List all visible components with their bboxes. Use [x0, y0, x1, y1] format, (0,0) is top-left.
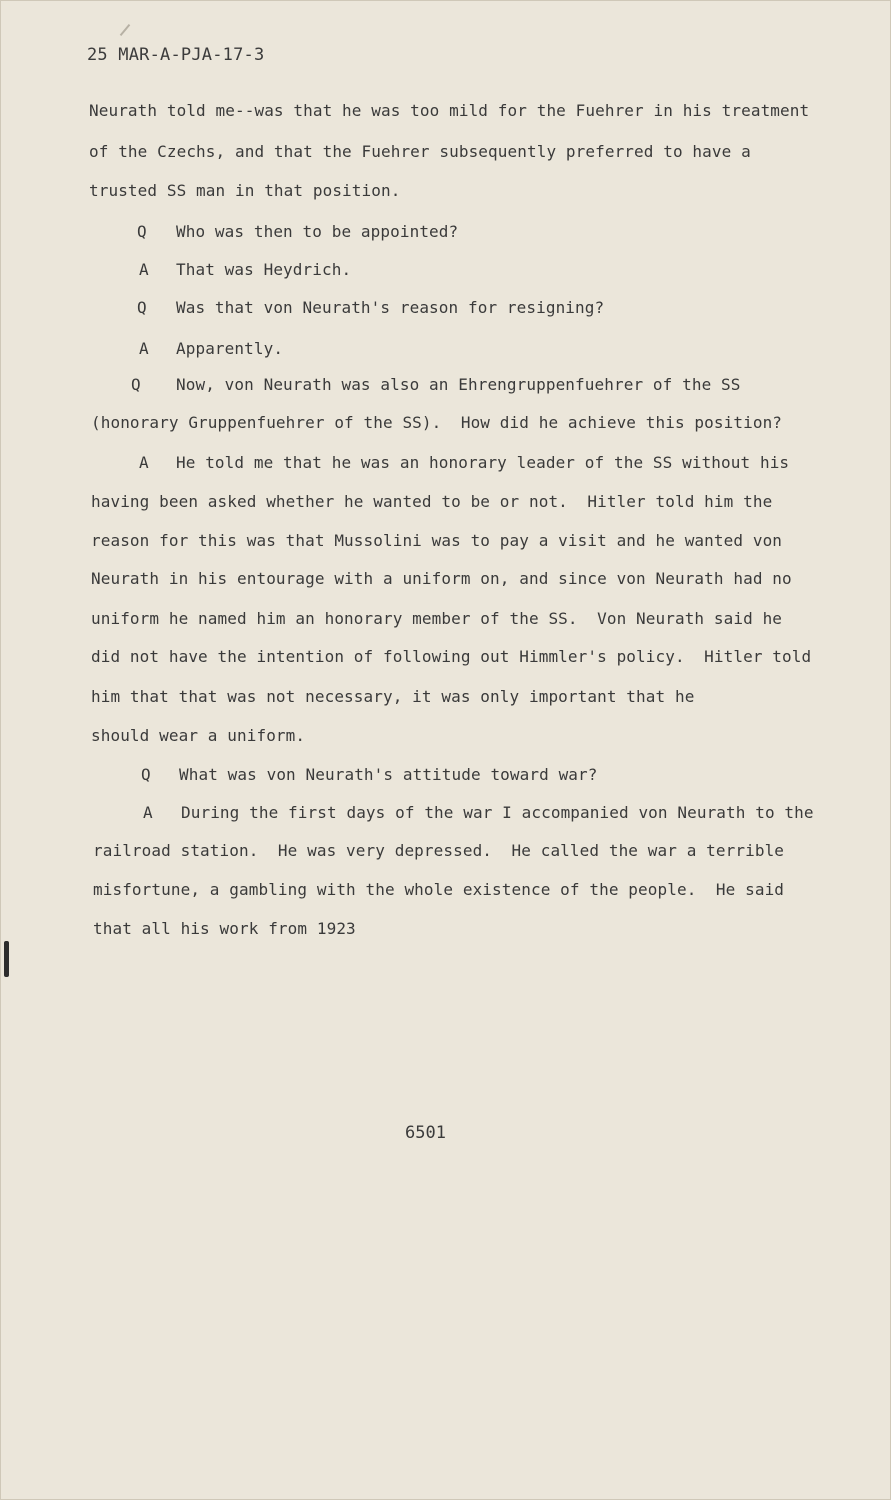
answer-line: During the first days of the war I accompanied von Neurath to the — [181, 803, 814, 822]
answer-line: He told me that he was an honorary leader of the SS without his — [176, 453, 790, 472]
speaker-label-a: A — [139, 260, 149, 279]
speaker-label-a: A — [143, 803, 153, 822]
text-line: that all his work from 1923 — [93, 919, 356, 938]
text-line: reason for this was that Mussolini was to pay a visit and he wanted von — [91, 531, 783, 550]
question-line: What was von Neurath's attitude toward war? — [179, 765, 598, 784]
page-number: 6501 — [405, 1123, 446, 1143]
question-line: Now, von Neurath was also an Ehrengruppenfuehrer of the SS — [176, 375, 741, 394]
text-line: railroad station. He was very depressed. He called the war a terrible — [93, 841, 785, 860]
speaker-label-q: Q — [137, 222, 147, 241]
text-line: did not have the intention of following out Himmler's policy. Hitler told — [91, 647, 812, 666]
pencil-mark — [120, 24, 131, 36]
speaker-label-q: Q — [131, 375, 141, 394]
text-line: uniform he named him an honorary member of the SS. Von Neurath said he — [91, 609, 783, 628]
document-header: 25 MAR-A-PJA-17-3 — [87, 45, 265, 65]
question-line: Was that von Neurath's reason for resigning? — [176, 298, 605, 317]
text-line: should wear a uniform. — [91, 726, 306, 745]
answer-line: That was Heydrich. — [176, 260, 352, 279]
text-line: him that that was not necessary, it was only important that he — [91, 687, 695, 706]
text-line: trusted SS man in that position. — [89, 181, 401, 200]
text-line: misfortune, a gambling with the whole existence of the people. He said — [93, 880, 785, 899]
text-line: having been asked whether he wanted to be or not. Hitler told him the — [91, 492, 773, 511]
answer-line: Apparently. — [176, 339, 284, 358]
text-line: of the Czechs, and that the Fuehrer subsequently preferred to have a — [89, 142, 751, 161]
text-line: Neurath in his entourage with a uniform on, and since von Neurath had no — [91, 569, 792, 588]
speaker-label-a: A — [139, 453, 149, 472]
text-line: (honorary Gruppenfuehrer of the SS). How did he achieve this position? — [91, 413, 783, 432]
speaker-label-q: Q — [141, 765, 151, 784]
text-line: Neurath told me--was that he was too mild for the Fuehrer in his treatment — [89, 101, 810, 120]
binding-mark — [4, 941, 9, 977]
speaker-label-q: Q — [137, 298, 147, 317]
question-line: Who was then to be appointed? — [176, 222, 459, 241]
speaker-label-a: A — [139, 339, 149, 358]
